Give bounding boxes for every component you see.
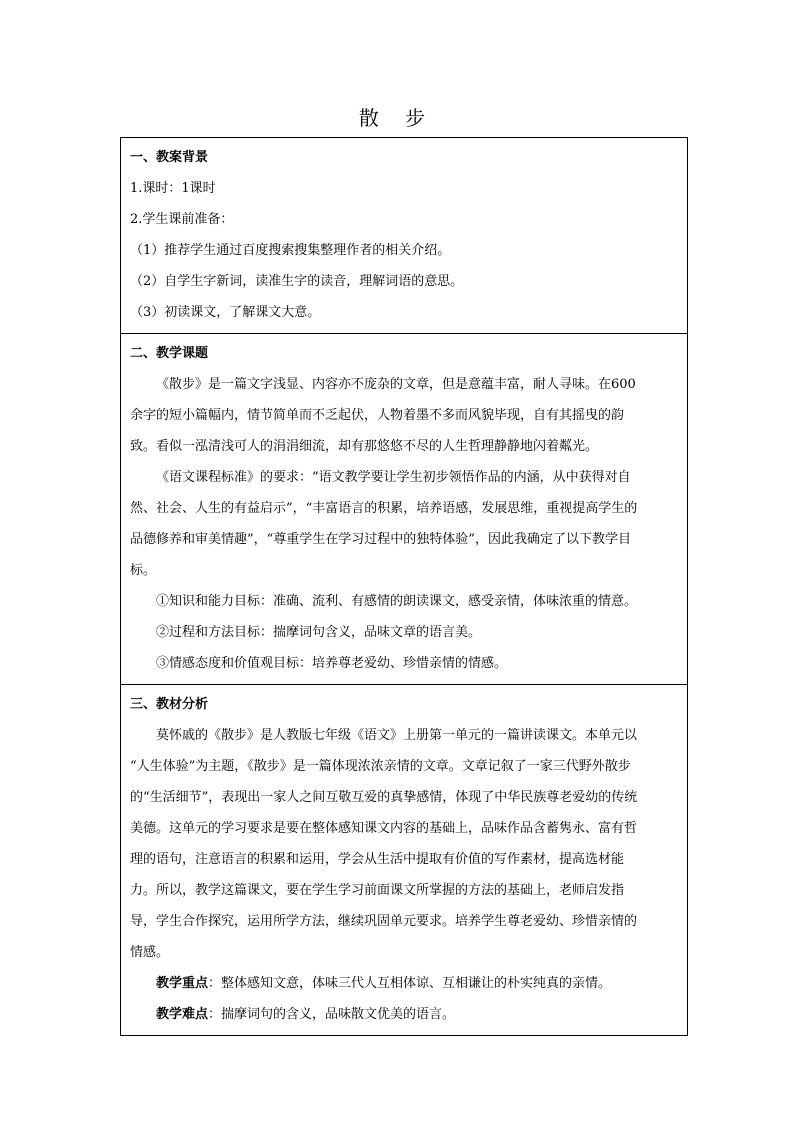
teaching-goal-item: ①知识和能力目标：准确、流利、有感情的朗读课文，感受亲情，体味浓重的情意。 <box>156 594 638 609</box>
analysis-paragraph-line: 的“生活细节”，表现出一家人之间互敬互爱的真挚感情，体现了中华民族尊老爱幼的传统 <box>130 790 638 805</box>
background-line: 1.课时：1课时 <box>130 181 216 196</box>
key-point-label: 教学重点 <box>156 976 209 991</box>
section-background-row <box>121 138 688 334</box>
topic-paragraph-line: 然、社会、人生的有益启示”，“丰富语言的积累，培养语感，发展思维，重视提高学生的 <box>130 501 638 516</box>
analysis-paragraph-line: 情感。 <box>130 945 170 960</box>
section-analysis-cell <box>121 685 688 1036</box>
page-title: 散 步 <box>358 106 436 130</box>
analysis-paragraph-line: 导，学生合作探究，运用所学方法，继续巩固单元要求。培养学生尊老爱幼、珍惜亲情的 <box>130 914 638 929</box>
analysis-paragraph-line: 美德。这单元的学习要求是要在整体感知课文内容的基础上，品味作品含蓄隽永、富有哲 <box>130 821 638 836</box>
section-heading-analysis: 三、教材分析 <box>130 697 209 712</box>
section-heading-background: 一、教案背景 <box>130 150 209 165</box>
topic-paragraph-line: 《散步》是一篇文字浅显、内容亦不庞杂的文章，但是意蕴丰富，耐人寻味。在600 <box>156 377 636 392</box>
topic-paragraph-line: 品德修养和审美情趣”，“尊重学生在学习过程中的独特体验”，因此我确定了以下教学目 <box>130 532 631 547</box>
section-heading-topic: 二、教学课题 <box>130 346 209 361</box>
analysis-paragraph-line: 力。所以，教学这篇课文，要在学生学习前面课文所掌握的方法的基础上，老师启发指 <box>130 883 625 898</box>
topic-paragraph-line: 标。 <box>130 563 157 578</box>
key-point <box>130 968 678 999</box>
section-background-cell <box>121 138 688 334</box>
teaching-goal-item: ③情感态度和价值观目标：培养尊老爱幼、珍惜亲情的情感。 <box>156 656 508 671</box>
analysis-paragraph-line: 理的语句，注意语言的积累和运用，学会从生活中提取有价值的写作素材，提高选材能 <box>130 852 625 867</box>
background-line: 2.学生课前准备： <box>130 212 234 227</box>
difficulty-text: ：揣摩词句的含义，品味散文优美的语言。 <box>208 1007 456 1022</box>
lesson-plan-table <box>120 137 688 1036</box>
background-line: （3）初读课文，了解课文大意。 <box>130 305 321 320</box>
difficulty-point <box>130 999 678 1030</box>
section-topic-cell <box>121 334 688 685</box>
key-point-text: ：整体感知文意，体味三代人互相体谅、互相谦让的朴实纯真的亲情。 <box>208 976 612 991</box>
background-line: （2）自学生字新词，读准生字的读音，理解词语的意思。 <box>130 274 464 289</box>
analysis-paragraph-line: “人生体验”为主题，《散步》是一篇体现浓浓亲情的文章。文章记叙了一家三代野外散步 <box>130 759 631 774</box>
analysis-paragraph-line: 莫怀戚的《散步》是人教版七年级《语文》上册第一单元的一篇讲读课文。本单元以 <box>156 728 638 743</box>
topic-paragraph-line: 致。看似一泓清浅可人的涓涓细流，却有那悠悠不尽的人生哲理静静地闪着粼光。 <box>130 439 599 454</box>
teaching-goal-item: ②过程和方法目标：揣摩词句含义，品味文章的语言美。 <box>156 625 482 640</box>
difficulty-label: 教学难点 <box>156 1007 209 1022</box>
section-topic-row <box>121 334 688 685</box>
topic-paragraph-line: 《语文课程标准》的要求：“语文教学要让学生初步领悟作品的内涵，从中获得对自 <box>156 470 631 485</box>
background-line: （1）推荐学生通过百度搜索搜集整理作者的相关介绍。 <box>130 243 451 258</box>
topic-paragraph-line: 余字的短小篇幅内，情节简单而不乏起伏，人物着墨不多而风貌毕现，自有其摇曳的韵 <box>130 408 625 423</box>
section-analysis-row <box>121 685 688 1036</box>
